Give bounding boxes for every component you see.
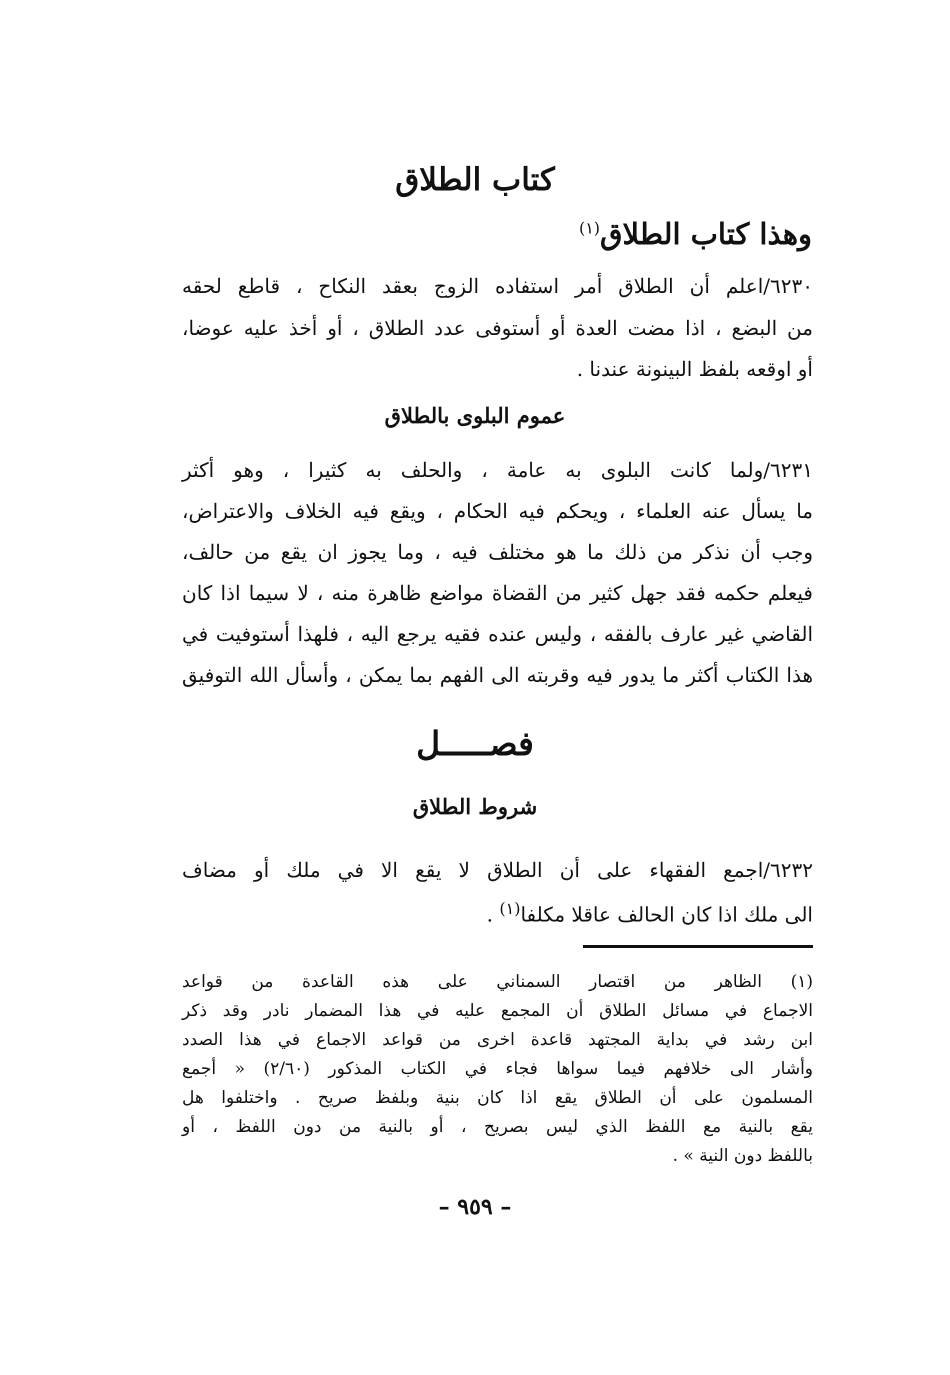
section-heading-shurut: شروط الطلاق [412, 794, 538, 819]
paragraph-6232-line: ٦٢٣٢/اجمع الفقهاء على أن الطلاق لا يقع الا في ملك أو مضاف [182, 858, 813, 882]
intro-heading-text: وهذا كتاب الطلاق [600, 217, 812, 251]
paragraph-6231-line: ما يسأل عنه العلماء ، ويحكم فيه الحكام ، ويقع فيه الخلاف والاعتراض، [182, 499, 813, 523]
paragraph-6230-line: من البضع ، اذا مضت العدة أو أستوفى عدد الطلاق ، أو أخذ عليه عوضا، [182, 316, 813, 340]
paragraph-6231-line: هذا الكتاب أكثر ما يدور فيه وقربته الى الفهم بما يمكن ، وأسأل الله التوفيق [182, 663, 813, 687]
section-heading-umum: عموم البلوى بالطلاق [384, 403, 566, 428]
footnote-divider [583, 945, 813, 948]
paragraph-6231-line: فيعلم حكمه فقد جهل كثير من القضاة مواضع ظاهرة منه ، لا سيما اذا كان [182, 581, 813, 605]
footnote-line: ابن رشد في بداية المجتهد قاعدة اخرى من قواعد الاجماع في هذا الصدد [182, 1030, 813, 1050]
paragraph-6231-line: ٦٢٣١/ولما كانت البلوى به عامة ، والحلف به كثيرا ، وهو أكثر [182, 458, 813, 482]
book-title: كتاب الطلاق [395, 162, 555, 198]
page-number: – ٩٥٩ – [438, 1194, 512, 1220]
paragraph-6232-line [487, 889, 813, 935]
paragraph-6231-line: وجب أن نذكر من ذلك ما هو مختلف فيه ، وما يجوز ان يقع من حالف، [182, 540, 813, 564]
footnote-reference: (١) [578, 218, 601, 238]
footnote-line: الاجماع في مسائل الطلاق أن المجمع عليه في هذا المضمار نادر وقد ذكر [182, 1001, 813, 1021]
paragraph-6230-line: أو اوقعه بلفظ البينونة عندنا . [576, 357, 813, 381]
paragraph-6231-line: القاضي غير عارف بالفقه ، وليس عنده فقيه يرجع اليه ، فلهذا أستوفيت في [182, 622, 813, 646]
end-mark: . [486, 902, 500, 927]
fasl-heading: فصـــــل [416, 724, 534, 763]
footnote-line: باللفظ دون النية » . [672, 1146, 813, 1166]
footnote-line: يقع بالنية مع اللفظ الذي ليس بصريح ، أو بالنية من دون اللفظ ، أو [182, 1117, 813, 1137]
footnote-line: المسلمون على أن الطلاق يقع اذا كان بنية وبلفظ صريح . واختلفوا هل [182, 1088, 813, 1108]
footnote-line: (١) الظاهر من اقتصار السمناني على هذه القاعدة من قواعد [182, 972, 813, 992]
intro-heading [579, 217, 812, 251]
paragraph-6230-line: ٦٢٣٠/اعلم أن الطلاق أمر استفاده الزوج بعقد النكاح ، قاطع لحقه [182, 274, 813, 298]
paragraph-6232-text: الى ملك اذا كان الحالف عاقلا مكلفا [520, 902, 813, 927]
footnote-reference: (١) [499, 899, 521, 918]
footnote-line: وأشار الى خلافهم فيما سواها فجاء في الكتاب المذكور (٢/٦٠) « أجمع [182, 1059, 814, 1079]
